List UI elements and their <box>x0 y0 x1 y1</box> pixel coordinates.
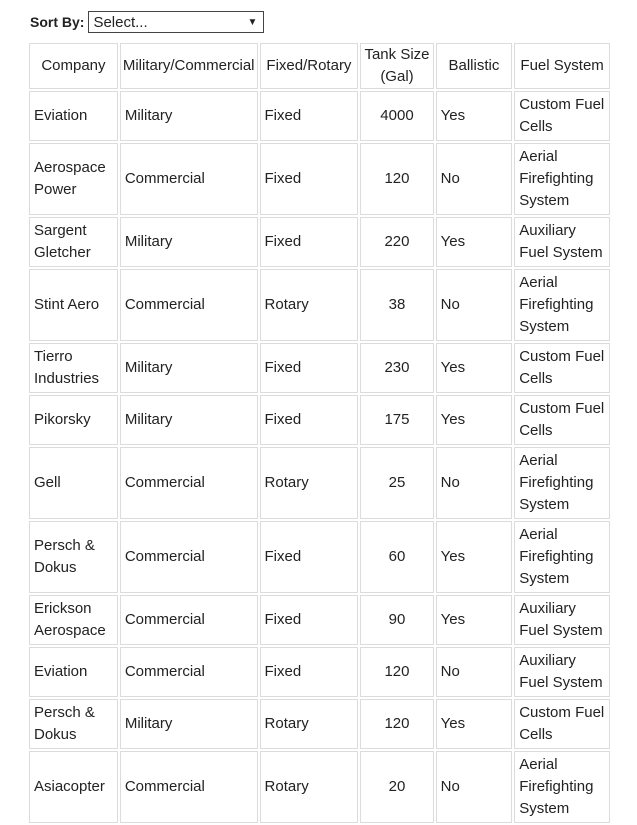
table-row <box>29 447 610 519</box>
cell-wing: Rotary <box>260 751 359 823</box>
sort-select[interactable] <box>88 11 264 33</box>
cell-type: Commercial <box>120 595 258 645</box>
cell-wing: Fixed <box>260 595 359 645</box>
cell-fuel-system: Aerial Firefighting System <box>514 269 610 341</box>
cell-fuel-system: Aerial Firefighting System <box>514 447 610 519</box>
table-header-row <box>29 43 610 89</box>
cell-tank-size: 4000 <box>360 91 433 141</box>
table-row <box>29 217 610 267</box>
aircraft-table <box>27 41 612 825</box>
cell-type: Military <box>120 217 258 267</box>
cell-ballistic: No <box>436 269 513 341</box>
cell-ballistic: Yes <box>436 91 513 141</box>
cell-tank-size: 175 <box>360 395 433 445</box>
cell-company: Erickson Aerospace <box>29 595 118 645</box>
cell-type: Military <box>120 699 258 749</box>
table-row <box>29 91 610 141</box>
cell-fuel-system: Custom Fuel Cells <box>514 91 610 141</box>
cell-ballistic: No <box>436 751 513 823</box>
cell-ballistic: No <box>436 447 513 519</box>
table-row <box>29 699 610 749</box>
cell-fuel-system: Auxiliary Fuel System <box>514 595 610 645</box>
cell-tank-size: 25 <box>360 447 433 519</box>
cell-wing: Rotary <box>260 447 359 519</box>
cell-type: Military <box>120 395 258 445</box>
cell-ballistic: No <box>436 647 513 697</box>
cell-fuel-system: Custom Fuel Cells <box>514 343 610 393</box>
column-header-fuel-system[interactable]: Fuel System <box>514 43 610 89</box>
column-header-military-commercial[interactable]: Military/Commercial <box>120 43 258 89</box>
cell-company: Tierro Industries <box>29 343 118 393</box>
cell-tank-size: 120 <box>360 647 433 697</box>
cell-type: Commercial <box>120 143 258 215</box>
table-row <box>29 751 610 823</box>
column-header-ballistic[interactable]: Ballistic <box>436 43 513 89</box>
cell-wing: Fixed <box>260 217 359 267</box>
sort-by-label: Sort By: <box>30 14 85 30</box>
cell-ballistic: No <box>436 143 513 215</box>
cell-wing: Rotary <box>260 269 359 341</box>
cell-wing: Rotary <box>260 699 359 749</box>
cell-fuel-system: Custom Fuel Cells <box>514 699 610 749</box>
column-header-company[interactable]: Company <box>29 43 118 89</box>
cell-ballistic: Yes <box>436 343 513 393</box>
cell-ballistic: Yes <box>436 699 513 749</box>
cell-fuel-system: Aerial Firefighting System <box>514 751 610 823</box>
table-row <box>29 595 610 645</box>
table-row <box>29 269 610 341</box>
cell-type: Commercial <box>120 447 258 519</box>
table-row <box>29 521 610 593</box>
cell-company: Aerospace Power <box>29 143 118 215</box>
cell-ballistic: Yes <box>436 521 513 593</box>
tank-size-header-text: Tank Size (Gal) <box>364 46 430 85</box>
cell-wing: Fixed <box>260 395 359 445</box>
cell-tank-size: 230 <box>360 343 433 393</box>
cell-company: Stint Aero <box>29 269 118 341</box>
cell-tank-size: 90 <box>360 595 433 645</box>
cell-type: Commercial <box>120 521 258 593</box>
cell-ballistic: Yes <box>436 595 513 645</box>
cell-tank-size: 20 <box>360 751 433 823</box>
cell-fuel-system: Aerial Firefighting System <box>514 521 610 593</box>
cell-wing: Fixed <box>260 521 359 593</box>
cell-tank-size: 120 <box>360 699 433 749</box>
table-row <box>29 343 610 393</box>
cell-company: Asiacopter <box>29 751 118 823</box>
cell-ballistic: Yes <box>436 217 513 267</box>
cell-company: Eviation <box>29 647 118 697</box>
cell-fuel-system: Aerial Firefighting System <box>514 143 610 215</box>
cell-company: Sargent Gletcher <box>29 217 118 267</box>
cell-type: Commercial <box>120 647 258 697</box>
column-header-tank-size[interactable] <box>360 43 433 89</box>
cell-type: Commercial <box>120 751 258 823</box>
sort-select-value: Select... <box>93 13 148 31</box>
cell-company: Eviation <box>29 91 118 141</box>
cell-tank-size: 60 <box>360 521 433 593</box>
cell-tank-size: 120 <box>360 143 433 215</box>
table-row <box>29 647 610 697</box>
cell-company: Persch & Dokus <box>29 521 118 593</box>
dropdown-arrow-icon: ▼ <box>247 16 258 28</box>
cell-company: Pikorsky <box>29 395 118 445</box>
cell-company: Gell <box>29 447 118 519</box>
cell-wing: Fixed <box>260 143 359 215</box>
cell-wing: Fixed <box>260 343 359 393</box>
cell-fuel-system: Custom Fuel Cells <box>514 395 610 445</box>
sort-bar <box>30 10 264 34</box>
cell-wing: Fixed <box>260 91 359 141</box>
table-row <box>29 395 610 445</box>
cell-wing: Fixed <box>260 647 359 697</box>
cell-ballistic: Yes <box>436 395 513 445</box>
column-header-fixed-rotary[interactable]: Fixed/Rotary <box>260 43 359 89</box>
cell-type: Commercial <box>120 269 258 341</box>
table-row <box>29 143 610 215</box>
cell-type: Military <box>120 343 258 393</box>
cell-tank-size: 38 <box>360 269 433 341</box>
cell-fuel-system: Auxiliary Fuel System <box>514 217 610 267</box>
cell-fuel-system: Auxiliary Fuel System <box>514 647 610 697</box>
cell-company: Persch & Dokus <box>29 699 118 749</box>
cell-tank-size: 220 <box>360 217 433 267</box>
cell-type: Military <box>120 91 258 141</box>
